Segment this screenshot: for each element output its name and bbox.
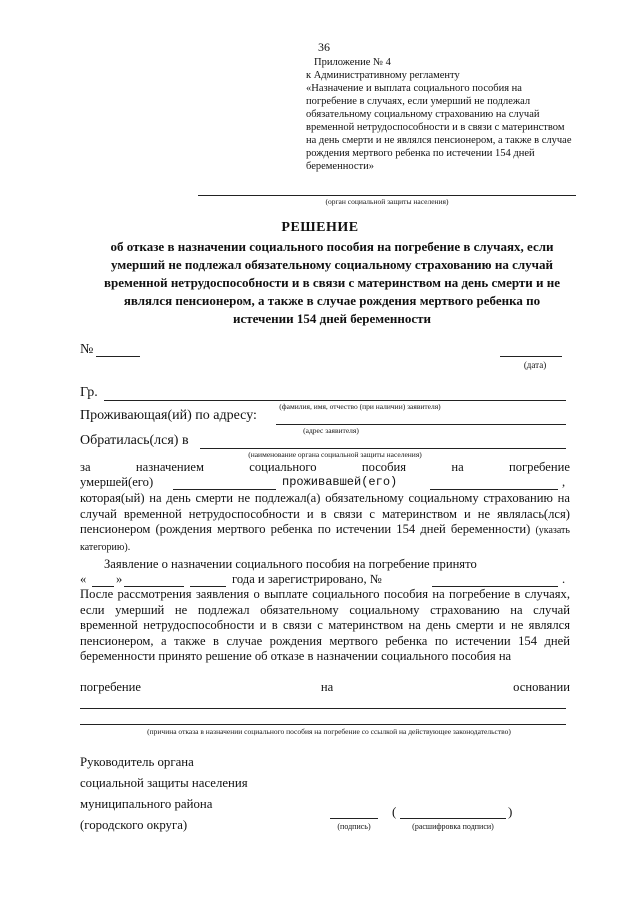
reason-caption: (причина отказа в назначении социального пособия на погребение со ссылкой на действующее законодательство): [147, 727, 511, 736]
purpose-line: [80, 460, 570, 476]
decision-subtitle: об отказе в назначении социального пособия на погребение в случаях, если умерший не подлежал обязательному социальному страхованию на случай временной нетрудоспособности и в связи с материнством на день смерти и не являлся пенсионером, а также в случае рождения мертвого ребенка по истечении 154 дней беременности: [103, 239, 561, 326]
signatory-line4: (городского округа): [80, 818, 188, 832]
signature-line: [330, 818, 378, 819]
annex-line1: к Административному регламенту: [306, 70, 460, 81]
consideration-word: погребение: [80, 680, 141, 694]
citizen-label: Гр.: [80, 385, 98, 400]
deceased-address-line: [430, 489, 558, 490]
citizen-caption: (фамилия, имя, отчество (при наличии) заявителя): [279, 402, 441, 411]
applied-line: [200, 448, 566, 449]
authority-line: [198, 195, 576, 196]
deceased-middle: проживавшей(его): [282, 475, 398, 489]
signatory-line2: социальной защиты населения: [80, 776, 248, 790]
year-text: года и зарегистрировано, №: [232, 572, 382, 586]
consideration-last-line: [80, 680, 570, 696]
application-intro: Заявление о назначении социального пособия на погребение принято: [104, 557, 477, 571]
annex-title: Приложение № 4: [314, 57, 391, 68]
number-label: №: [80, 342, 94, 357]
decision-title: РЕШЕНИЕ: [281, 220, 359, 235]
application-period: .: [562, 572, 566, 586]
annex-text: «Назначение и выплата социального пособия на погребение в случаях, если умерший не подлежал обязательному социальному страхованию на случай временной нетрудоспособности и в связи с материнством на день смерти и не являлся пенсионером, а также в случае рождения мертвого ребенка по истечении 154 дней беременности»: [306, 83, 572, 172]
signatory-line1: Руководитель органа: [80, 755, 194, 769]
decode-caption: (расшифровка подписи): [412, 822, 494, 831]
purpose-word: за: [80, 460, 91, 474]
purpose-word: на: [451, 460, 464, 474]
date-caption: (дата): [523, 360, 547, 370]
consideration-paragraph: После рассмотрения заявления о выплате социального пособия на погребение в случаях, если умерший не подлежал обязательному социальному страхованию на случай временной нетрудоспособности и в связи с материнством на день смерти и не являлся пенсионером, а также в случае рождения мертвого ребенка по истечении 154 дней беременности принято решение об отказе в назначении социального пособия на: [80, 587, 570, 664]
purpose-word: социального: [249, 460, 317, 474]
deceased-name-line: [173, 489, 276, 490]
authority-caption: (орган социальной защиты населения): [325, 197, 449, 206]
purpose-word: погребение: [508, 460, 570, 474]
purpose-paragraph: [80, 491, 570, 555]
date-line: [500, 356, 562, 357]
consideration-word: на: [320, 680, 334, 694]
decode-close: ): [508, 804, 513, 819]
deceased-prefix: умершей(его): [80, 475, 154, 489]
signature-caption: (подпись): [337, 822, 371, 831]
consideration-word: основании: [513, 680, 570, 694]
address-label: Проживающая(ий) по адресу:: [80, 408, 257, 423]
reason-line-1: [80, 708, 566, 709]
number-line: [96, 356, 140, 357]
signatory-line3: муниципального района: [80, 797, 213, 811]
deceased-suffix: ,: [562, 475, 566, 489]
purpose-word: назначением: [135, 460, 204, 474]
purpose-word: пособия: [361, 460, 407, 474]
page-number: 36: [318, 40, 330, 54]
quote-open: «: [80, 572, 87, 586]
reason-line-2: [80, 724, 566, 725]
citizen-line: [104, 400, 566, 401]
applied-label: Обратилась(лся) в: [80, 433, 189, 448]
decode-line: [400, 818, 506, 819]
purpose-note: (указать категорию).: [80, 525, 570, 553]
decode-open: (: [392, 804, 397, 819]
annex-header: [306, 56, 574, 173]
address-caption: (адрес заявителя): [303, 426, 359, 435]
signature-block: [80, 752, 248, 836]
address-line: [276, 424, 566, 425]
quote-close: »: [116, 572, 123, 586]
applied-caption: (наименование органа социальной защиты населения): [248, 450, 422, 459]
purpose-text: которая(ый) на день смерти не подлежал(а) обязательному социальному страхованию на случай временной нетрудоспособности и в связи с материнством и не являлась(лся) пенсионером (рождения мертвого ребенка по истечении 154 дней беременности): [80, 491, 570, 537]
